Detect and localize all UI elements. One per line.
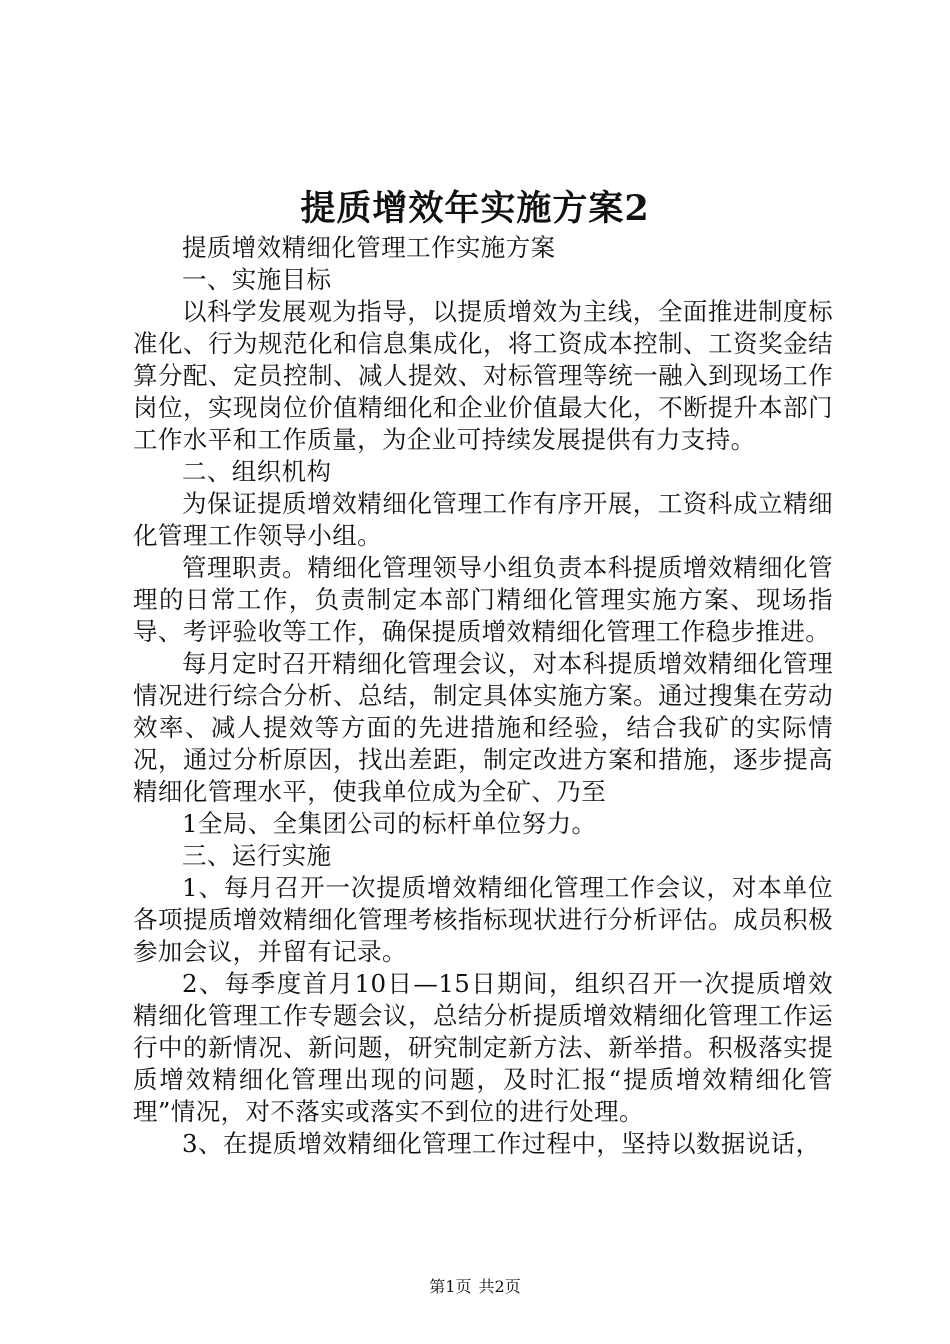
page-number: 第1页 xyxy=(429,1277,472,1296)
document-body xyxy=(133,232,833,1160)
paragraph: 3、在提质增效精细化管理工作过程中，坚持以数据说话， xyxy=(182,1129,821,1158)
paragraph: 2、每季度首月10日—15日期间，组织召开一次提质增效精细化管理工作专题会议，总结分析提质增效精细化管理工作运行中的新情况、新问题，研究制定新方法、新举措。积极落实提质增效精细化管理出现的问题，及时汇报“提质增效精细化管理”情况，对不落实或落实不到位的进行处理。 xyxy=(133,969,833,1126)
paragraph: 每月定时召开精细化管理会议，对本科提质增效精细化管理情况进行综合分析、总结，制定具体实施方案。通过搜集在劳动效率、减人提效等方面的先进措施和经验，结合我矿的实际情况，通过分析原因，找出差距，制定改进方案和措施，逐步提高精细化管理水平，使我单位成为全矿、乃至 xyxy=(133,649,833,806)
page-footer xyxy=(0,1276,950,1298)
page-total: 共2页 xyxy=(478,1277,521,1296)
section-heading-goals: 一、实施目标 xyxy=(182,265,332,294)
paragraph: 1全局、全集团公司的标杆单位努力。 xyxy=(182,809,597,838)
paragraph: 以科学发展观为指导，以提质增效为主线，全面推进制度标准化、行为规范化和信息集成化，将工资成本控制、工资奖金结算分配、定员控制、减人提效、对标管理等统一融入到现场工作岗位，实现岗位价值精细化和企业价值最大化，不断提升本部门工作水平和工作质量，为企业可持续发展提供有力支持。 xyxy=(133,297,833,454)
paragraph: 1、每月召开一次提质增效精细化管理工作会议，对本单位各项提质增效精细化管理考核指标现状进行分析评估。成员积极参加会议，并留有记录。 xyxy=(133,873,833,966)
subtitle-paragraph: 提质增效精细化管理工作实施方案 xyxy=(182,233,556,262)
section-heading-operation: 三、运行实施 xyxy=(182,841,332,870)
section-heading-organization: 二、组织机构 xyxy=(182,457,332,486)
paragraph: 为保证提质增效精细化管理工作有序开展，工资科成立精细化管理工作领导小组。 xyxy=(133,489,833,550)
document-title: 提质增效年实施方案2 xyxy=(300,188,650,229)
paragraph: 管理职责。精细化管理领导小组负责本科提质增效精细化管理的日常工作，负责制定本部门精细化管理实施方案、现场指导、考评验收等工作，确保提质增效精细化管理工作稳步推进。 xyxy=(133,553,833,646)
